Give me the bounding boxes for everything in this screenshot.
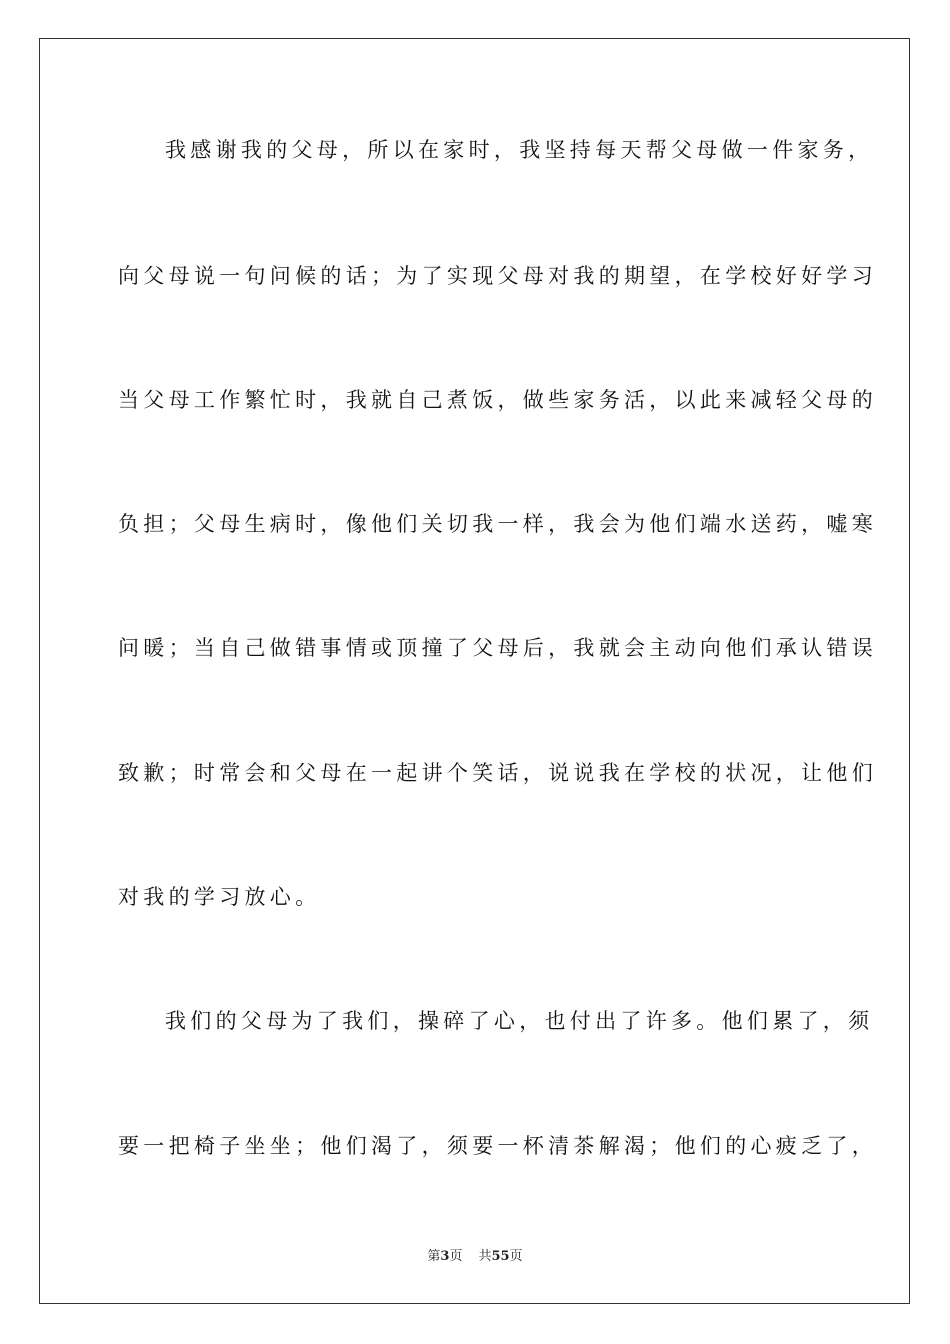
- paragraph-1-line-7: 对我的学习放心。: [118, 885, 321, 909]
- page-border: [39, 38, 910, 1304]
- paragraph-1-line-3: 当父母工作繁忙时，我就自己煮饭，做些家务活，以此来减轻父母的: [118, 388, 877, 412]
- paragraph-1-line-1: 我感谢我的父母，所以在家时，我坚持每天帮父母做一件家务，: [165, 138, 874, 162]
- paragraph-1-line-4: 负担；父母生病时，像他们关切我一样，我会为他们端水送药，嘘寒: [118, 512, 877, 536]
- total-suffix: 页: [509, 1249, 523, 1264]
- paragraph-1-line-2: 向父母说一句问候的话；为了实现父母对我的期望，在学校好好学习: [118, 264, 877, 288]
- paragraph-1-line-6: 致歉；时常会和父母在一起讲个笑话，说说我在学校的状况，让他们: [118, 761, 877, 785]
- page-suffix: 页: [449, 1249, 463, 1264]
- page-number: 3: [440, 1249, 450, 1264]
- paragraph-2-line-1: 我们的父母为了我们，操碎了心，也付出了许多。他们累了，须: [165, 1009, 874, 1033]
- page-footer: [0, 1248, 950, 1266]
- paragraph-2-line-2: 要一把椅子坐坐；他们渴了，须要一杯清茶解渴；他们的心疲乏了，: [118, 1134, 877, 1158]
- paragraph-1-line-5: 问暖；当自己做错事情或顶撞了父母后，我就会主动向他们承认错误: [118, 636, 877, 660]
- total-prefix: 共: [478, 1249, 492, 1264]
- total-pages: 55: [491, 1249, 510, 1264]
- page-prefix: 第: [427, 1249, 441, 1264]
